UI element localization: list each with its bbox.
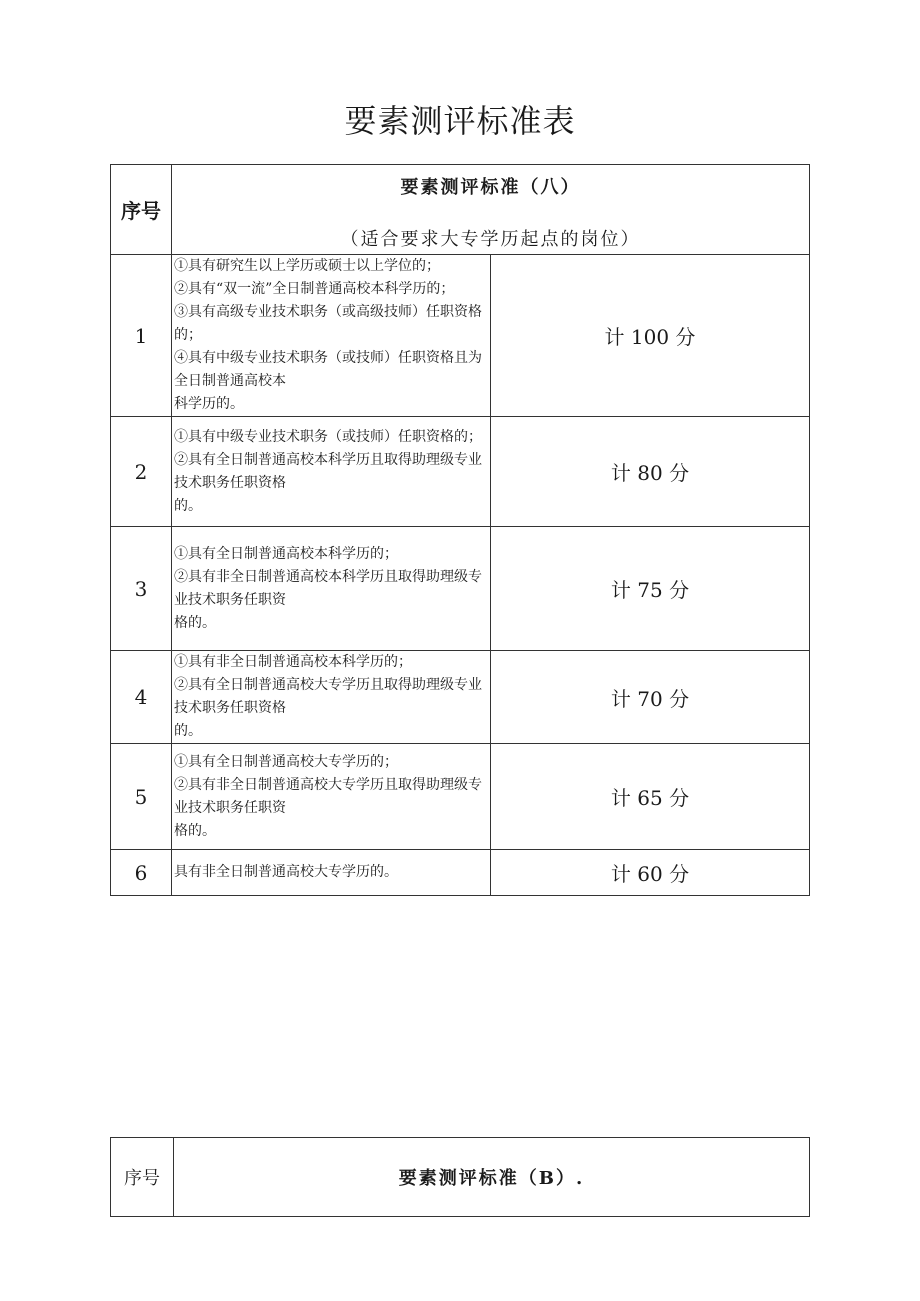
header-title: 要素测评标准（B）. [174, 1138, 810, 1217]
header-title: 要素测评标准（八） [400, 176, 581, 198]
table-header-row [111, 165, 810, 255]
row-criteria [172, 744, 491, 850]
header-subtitle: （适合要求大专学历起点的岗位） [340, 228, 641, 250]
header-serial-number: 序号 [111, 1138, 174, 1217]
table-row [111, 744, 810, 850]
criteria-line: ①具有非全日制普通高校本科学历的； [174, 654, 412, 670]
criteria-line: ②具有非全日制普通高校本科学历且取得助理级专业技术职务任职资 [174, 568, 482, 608]
row-number: 4 [111, 651, 172, 744]
row-criteria [172, 850, 491, 896]
row-number: 5 [111, 744, 172, 850]
criteria-line: 具有非全日制普通高校大专学历的。 [174, 864, 398, 880]
table-header-row [111, 1138, 810, 1217]
table-row [111, 255, 810, 417]
criteria-line: ③具有高级专业技术职务（或高级技师）任职资格的； [174, 304, 482, 343]
row-criteria [172, 527, 491, 651]
criteria-line: 的。 [174, 723, 202, 739]
row-score: 计 100 分 [491, 255, 810, 417]
criteria-line: ②具有全日制普通高校大专学历且取得助理级专业技术职务任职资格 [174, 677, 482, 716]
page-title: 要素测评标准表 [344, 102, 576, 140]
criteria-table-b [110, 1137, 810, 1217]
criteria-line: 格的。 [174, 822, 216, 839]
row-number: 1 [111, 255, 172, 417]
criteria-line: ①具有全日制普通高校本科学历的； [174, 545, 398, 562]
row-score: 计 75 分 [491, 527, 810, 651]
row-score: 计 60 分 [491, 850, 810, 896]
header-serial-number: 序号 [111, 165, 172, 255]
row-score: 计 65 分 [491, 744, 810, 850]
table-row [111, 651, 810, 744]
header-title-cell [172, 165, 810, 255]
row-number: 3 [111, 527, 172, 651]
criteria-line: ①具有全日制普通高校大专学历的； [174, 753, 398, 770]
criteria-line: ②具有全日制普通高校本科学历且取得助理级专业技术职务任职资格 [174, 451, 482, 491]
row-criteria [172, 417, 491, 527]
criteria-line: 格的。 [174, 614, 216, 631]
criteria-line: ②具有“双一流”全日制普通高校本科学历的； [174, 281, 455, 297]
criteria-line: ④具有中级专业技术职务（或技师）任职资格且为全日制普通高校本 [174, 350, 482, 389]
row-criteria [172, 651, 491, 744]
row-score: 计 70 分 [491, 651, 810, 744]
criteria-line: ①具有研究生以上学历或硕士以上学位的； [174, 258, 440, 274]
table-row [111, 850, 810, 896]
table-row [111, 527, 810, 651]
criteria-line: 科学历的。 [174, 396, 244, 412]
row-number: 2 [111, 417, 172, 527]
criteria-table-eight [110, 164, 810, 896]
row-criteria [172, 255, 491, 417]
row-number: 6 [111, 850, 172, 896]
criteria-line: ②具有非全日制普通高校大专学历且取得助理级专业技术职务任职资 [174, 776, 482, 816]
criteria-line: 的。 [174, 497, 202, 514]
row-score: 计 80 分 [491, 417, 810, 527]
criteria-line: ①具有中级专业技术职务（或技师）任职资格的； [174, 428, 482, 445]
table-row [111, 417, 810, 527]
